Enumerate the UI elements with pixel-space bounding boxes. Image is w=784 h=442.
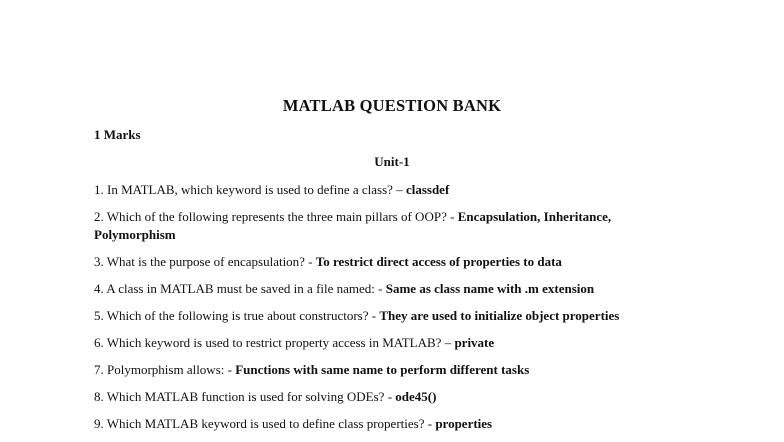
question-item [94, 388, 694, 406]
answer-separator: - [368, 308, 380, 323]
question-text: 8. Which MATLAB function is used for solving ODEs? [94, 389, 385, 404]
answer-separator: - [446, 209, 458, 224]
question-text: 4. A class in MATLAB must be saved in a file named: [94, 281, 375, 296]
question-item [94, 361, 694, 379]
question-text: 5. Which of the following is true about constructors? [94, 308, 369, 323]
answer-separator: - [224, 362, 236, 377]
answer-separator: - [384, 389, 396, 404]
question-item [94, 415, 694, 433]
question-answer: Same as class name with .m extension [385, 281, 595, 296]
question-answer: To restrict direct access of properties to data [315, 254, 562, 269]
question-answer: classdef [405, 182, 450, 197]
question-answer: Encapsulation, Inheritance, Polymorphism [94, 209, 612, 242]
question-text: 1. In MATLAB, which keyword is used to define a class? [94, 182, 393, 197]
question-item [94, 307, 694, 325]
question-answer: ode45() [395, 389, 437, 404]
question-text: 2. Which of the following represents the three main pillars of OOP? [94, 209, 447, 224]
question-text: 3. What is the purpose of encapsulation? [94, 254, 305, 269]
question-answer: Functions with same name to perform different tasks [235, 362, 530, 377]
question-item [94, 208, 694, 244]
question-item [94, 334, 694, 352]
question-item [94, 253, 694, 271]
answer-separator: – [441, 335, 455, 350]
answer-separator: - [424, 416, 436, 431]
question-answer: They are used to initialize object properties [379, 308, 620, 323]
section-heading: 1 Marks [94, 127, 141, 142]
answer-separator: – [392, 182, 406, 197]
question-text: 9. Which MATLAB keyword is used to define class properties? [94, 416, 425, 431]
question-item [94, 280, 694, 298]
unit-heading: Unit-1 [374, 154, 410, 169]
question-list [94, 181, 694, 442]
question-item [94, 181, 694, 199]
document-title: MATLAB QUESTION BANK [282, 96, 502, 115]
question-answer: properties [435, 416, 493, 431]
question-text: 7. Polymorphism allows: [94, 362, 225, 377]
question-text: 6. Which keyword is used to restrict property access in MATLAB? [94, 335, 442, 350]
question-answer: private [454, 335, 495, 350]
answer-separator: - [374, 281, 386, 296]
answer-separator: - [304, 254, 316, 269]
